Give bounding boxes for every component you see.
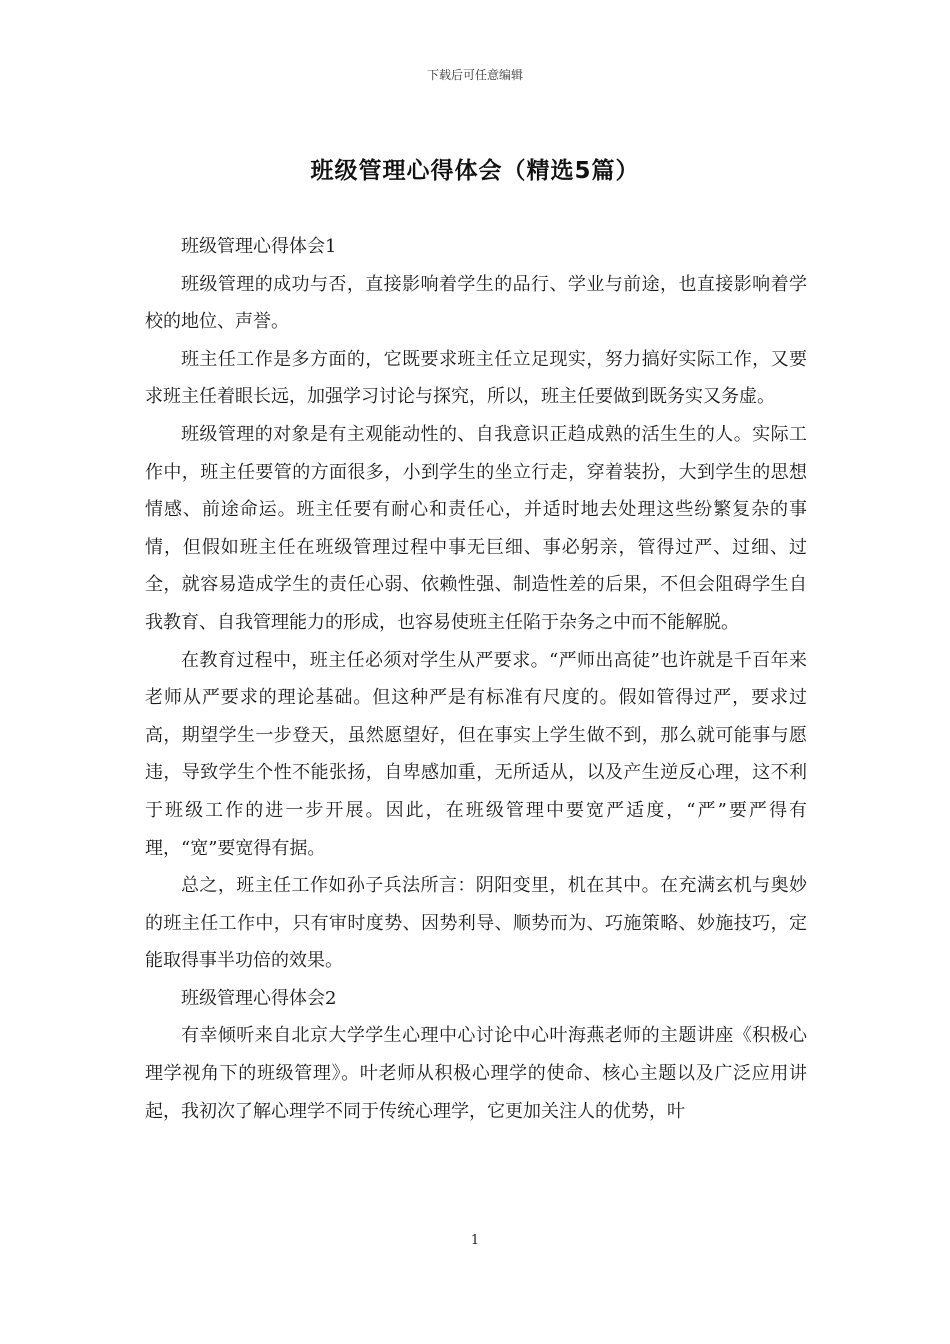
paragraph: 班级管理的对象是有主观能动性的、自我意识正趋成熟的活生生的人。实际工作中，班主任要管的方面很多，小到学生的坐立行走，穿着装扮，大到学生的思想情感、前途命运。班主任要有耐心和责任心，并适时地去处理这些纷繁复杂的事情，但假如班主任在班级管理过程中事无巨细、事必躬亲，管得过严、过细、过全，就容易造成学生的责任心弱、依赖性强、制造性差的后果，不但会阻碍学生自我教育、自我管理能力的形成，也容易使班主任陷于杂务之中而不能解脱。	[145, 423, 807, 633]
paragraph: 班级管理的成功与否，直接影响着学生的品行、学业与前途，也直接影响着学校的地位、声誉。	[145, 273, 807, 333]
page-number: 1	[470, 1233, 480, 1248]
document-body	[145, 228, 807, 1130]
page-header: 下载后可任意编辑	[426, 68, 523, 82]
paragraph: 班主任工作是多方面的，它既要求班主任立足现实，努力搞好实际工作，又要求班主任着眼长远，加强学习讨论与探究，所以，班主任要做到既务实又务虚。	[145, 348, 807, 408]
section-heading: 班级管理心得体会2	[181, 987, 337, 1009]
paragraph: 在教育过程中，班主任必须对学生从严要求。“严师出高徒”也许就是千百年来老师从严要求的理论基础。但这种严是有标准有尺度的。假如管得过严，要求过高，期望学生一步登天，虽然愿望好，但在事实上学生做不到，那么就可能事与愿违，导致学生个性不能张扬，自卑感加重，无所适从，以及产生逆反心理，这不利于班级工作的进一步开展。因此，在班级管理中要宽严适度，“严”要严得有理，“宽”要宽得有据。	[145, 649, 807, 859]
document-title: 班级管理心得体会（精选5篇）	[310, 158, 640, 184]
paragraph: 总之，班主任工作如孙子兵法所言：阴阳变里，机在其中。在充满玄机与奥妙的班主任工作中，只有审时度势、因势利导、顺势而为、巧施策略、妙施技巧，定能取得事半功倍的效果。	[145, 875, 807, 972]
section-heading: 班级管理心得体会1	[181, 236, 337, 257]
paragraph: 有幸倾听来自北京大学学生心理中心讨论中心叶海燕老师的主题讲座《积极心理学视角下的班级管理》。叶老师从积极心理学的使命、核心主题以及广泛应用讲起，我初次了解心理学不同于传统心理学，它更加关注人的优势，叶	[145, 1025, 807, 1122]
